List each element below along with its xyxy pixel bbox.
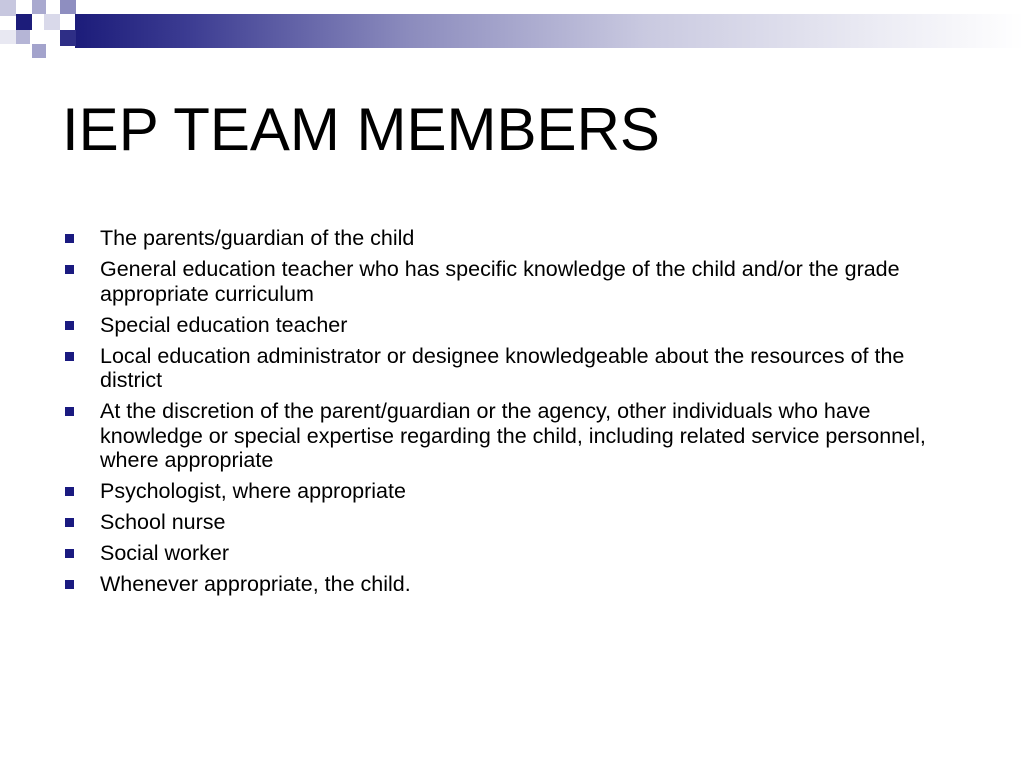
header-decoration: [0, 0, 1024, 60]
bullet-item: [62, 226, 972, 251]
decorative-square: [0, 30, 16, 44]
square-bullet-icon: [65, 234, 74, 243]
decorative-square: [32, 44, 46, 58]
bullet-text: The parents/guardian of the child: [100, 226, 415, 250]
decorative-square: [60, 0, 76, 14]
bullet-text: Social worker: [100, 541, 230, 565]
bullet-text: At the discretion of the parent/guardian or the agency, other individuals who have knowledge or special expertise regarding the child, including related service personnel, where appropriate: [100, 399, 926, 472]
bullet-text: Special education teacher: [100, 312, 348, 337]
decorative-square: [0, 0, 16, 16]
bullet-item: [62, 510, 972, 535]
square-bullet-icon: [65, 352, 74, 361]
square-bullet-icon: [65, 321, 74, 330]
square-bullet-icon: [65, 407, 74, 416]
square-bullet-icon: [65, 265, 74, 274]
bullet-text: Psychologist, where appropriate: [100, 479, 406, 503]
bullet-item: [62, 572, 972, 597]
bullet-item: [62, 257, 972, 306]
decorative-square: [16, 14, 32, 30]
bullet-text: Local education administrator or designee knowledgeable about the resources of the district: [100, 343, 905, 392]
decorative-square: [44, 14, 60, 30]
bullet-item: [62, 541, 972, 566]
bullet-text: Whenever appropriate, the child.: [100, 572, 411, 596]
slide-title: IEP TEAM MEMBERS: [62, 96, 660, 163]
gradient-header-bar: [75, 14, 1024, 48]
bullet-text: School nurse: [100, 510, 226, 534]
square-bullet-icon: [65, 518, 74, 527]
decorative-square: [16, 30, 30, 44]
bullet-item: [62, 344, 972, 393]
square-bullet-icon: [65, 487, 74, 496]
decorative-square: [32, 0, 46, 14]
bullet-list: [62, 226, 972, 603]
decorative-square: [60, 30, 76, 46]
bullet-item: [62, 313, 972, 338]
square-bullet-icon: [65, 549, 74, 558]
bullet-text: General education teacher who has specific knowledge of the child and/or the grade appropriate curriculum: [100, 257, 900, 306]
square-bullet-icon: [65, 580, 74, 589]
bullet-item: [62, 399, 972, 473]
bullet-item: [62, 479, 972, 504]
